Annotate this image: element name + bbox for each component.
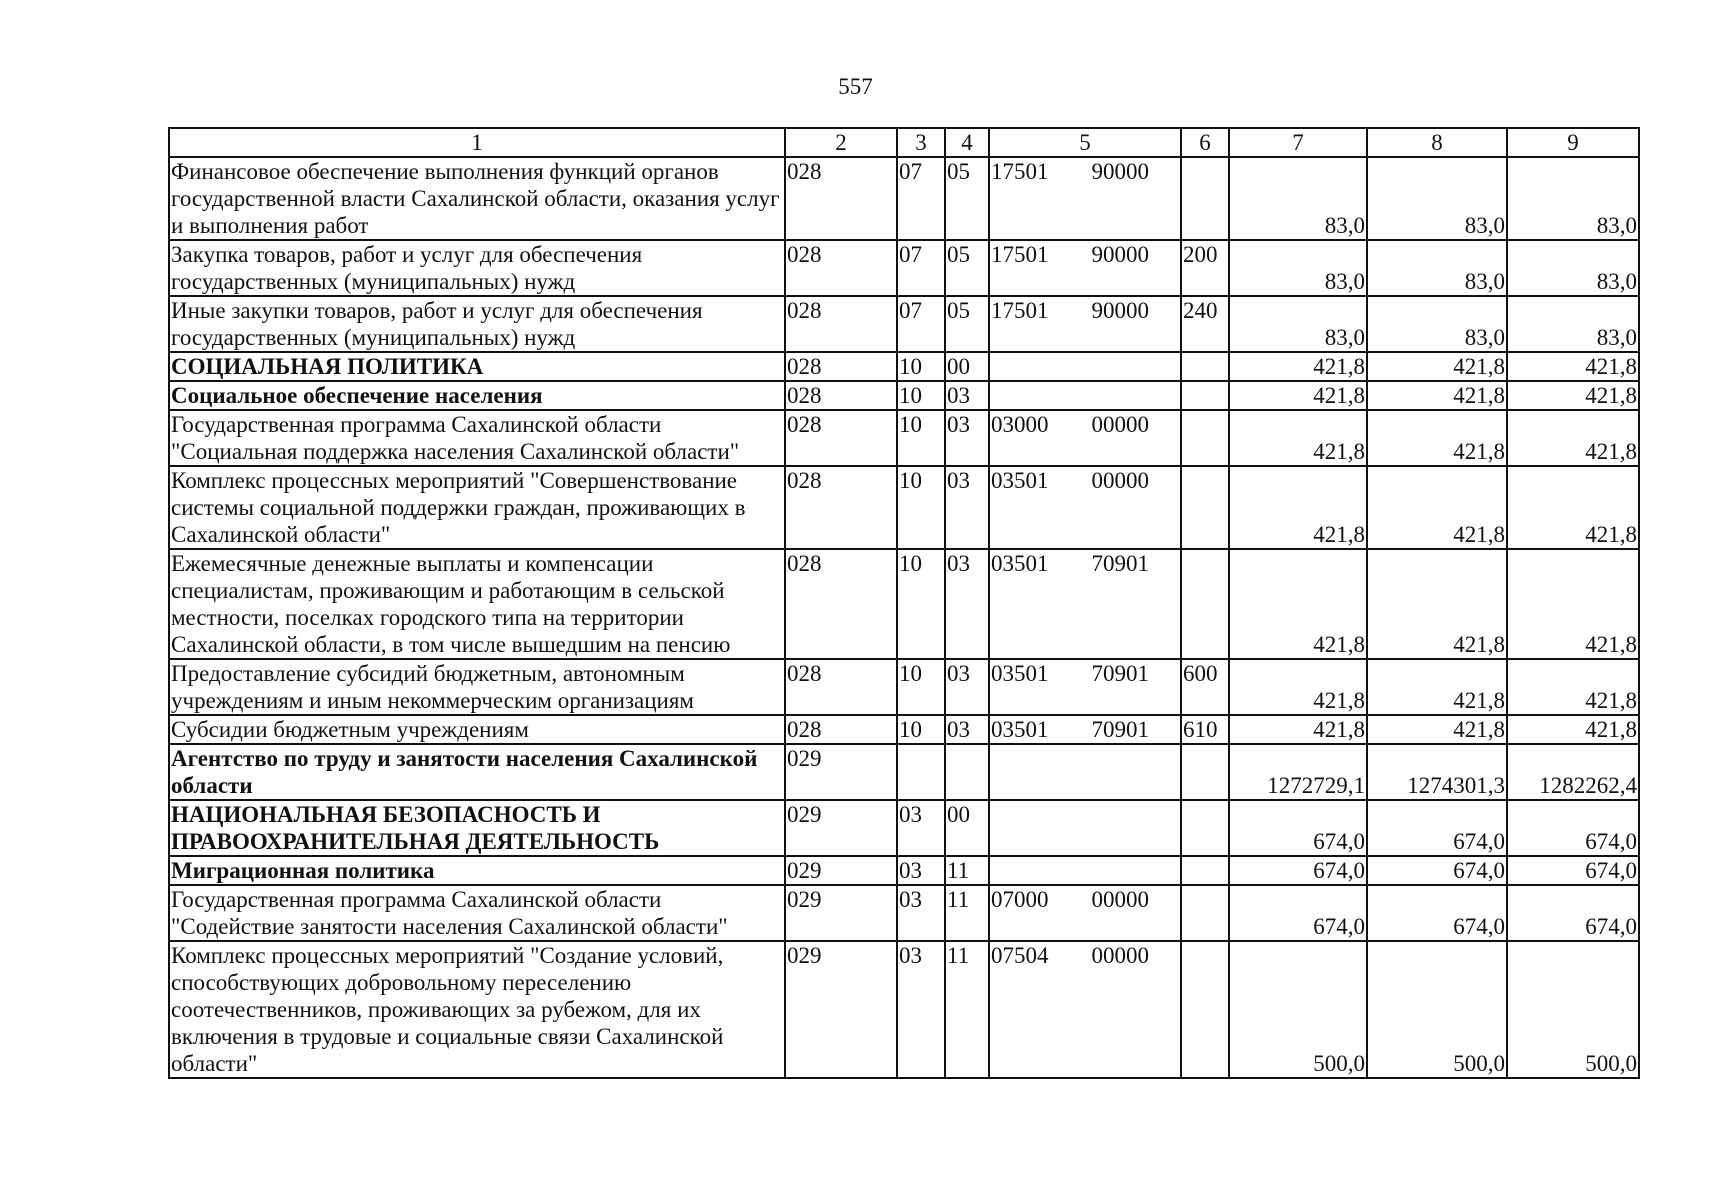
target-article-code	[989, 157, 1181, 240]
amount-col-7: 500,0	[1229, 941, 1367, 1078]
target-article-part-1: 03000	[991, 412, 1049, 437]
admin-code: 028	[785, 659, 897, 715]
section-code: 10	[897, 659, 945, 715]
table-row	[169, 659, 1639, 715]
section-code: 10	[897, 715, 945, 744]
table-row	[169, 240, 1639, 296]
target-article-code	[989, 549, 1181, 659]
header-row	[169, 128, 1639, 157]
section-code: 03	[897, 856, 945, 885]
table-row	[169, 466, 1639, 549]
table-row	[169, 410, 1639, 466]
amount-col-8: 421,8	[1367, 410, 1507, 466]
amount-col-8: 421,8	[1367, 715, 1507, 744]
expense-type-code	[1181, 856, 1229, 885]
target-article-part-2: 00000	[1091, 887, 1149, 912]
amount-col-8: 1274301,3	[1367, 744, 1507, 800]
header-cell: 6	[1181, 128, 1229, 157]
amount-col-9: 83,0	[1507, 240, 1639, 296]
target-article-part-1: 03501	[991, 661, 1049, 686]
target-article-part-2: 00000	[1091, 943, 1149, 968]
amount-col-8: 674,0	[1367, 800, 1507, 856]
amount-col-7: 1272729,1	[1229, 744, 1367, 800]
budget-table	[168, 127, 1640, 1079]
amount-col-7: 674,0	[1229, 856, 1367, 885]
table-row	[169, 885, 1639, 941]
expense-type-code	[1181, 800, 1229, 856]
admin-code: 028	[785, 352, 897, 381]
row-name: НАЦИОНАЛЬНАЯ БЕЗОПАСНОСТЬ И ПРАВООХРАНИТЕЛЬНАЯ ДЕЯТЕЛЬНОСТЬ	[169, 800, 785, 856]
table-row	[169, 715, 1639, 744]
amount-col-7: 83,0	[1229, 157, 1367, 240]
header-cell: 2	[785, 128, 897, 157]
section-code	[897, 744, 945, 800]
amount-col-8: 83,0	[1367, 296, 1507, 352]
target-article-code	[989, 715, 1181, 744]
section-code: 03	[897, 885, 945, 941]
target-article-part-1: 07504	[991, 943, 1049, 968]
amount-col-9: 674,0	[1507, 856, 1639, 885]
section-code: 10	[897, 549, 945, 659]
table-body	[169, 157, 1639, 1078]
target-article-code	[989, 410, 1181, 466]
target-article-code	[989, 466, 1181, 549]
subsection-code: 11	[945, 856, 989, 885]
row-name: Государственная программа Сахалинской области "Социальная поддержка населения Сахалинской области"	[169, 410, 785, 466]
target-article-code	[989, 744, 1181, 800]
amount-col-9: 83,0	[1507, 296, 1639, 352]
amount-col-7: 674,0	[1229, 885, 1367, 941]
amount-col-7: 83,0	[1229, 240, 1367, 296]
expense-type-code	[1181, 744, 1229, 800]
target-article-part-2: 70901	[1091, 717, 1149, 742]
subsection-code: 03	[945, 549, 989, 659]
row-name: Государственная программа Сахалинской области "Содействие занятости населения Сахалинской области"	[169, 885, 785, 941]
amount-col-9: 83,0	[1507, 157, 1639, 240]
section-code: 10	[897, 352, 945, 381]
section-code: 07	[897, 296, 945, 352]
section-code: 10	[897, 381, 945, 410]
row-name: Закупка товаров, работ и услуг для обеспечения государственных (муниципальных) нужд	[169, 240, 785, 296]
target-article-code	[989, 885, 1181, 941]
header-cell: 9	[1507, 128, 1639, 157]
section-code: 03	[897, 800, 945, 856]
table-row	[169, 744, 1639, 800]
expense-type-code	[1181, 466, 1229, 549]
target-article-part-1: 03501	[991, 717, 1049, 742]
amount-col-7: 421,8	[1229, 659, 1367, 715]
header-cell: 7	[1229, 128, 1367, 157]
amount-col-9: 421,8	[1507, 715, 1639, 744]
target-article-part-2: 90000	[1091, 298, 1149, 323]
amount-col-8: 500,0	[1367, 941, 1507, 1078]
amount-col-9: 421,8	[1507, 466, 1639, 549]
subsection-code: 05	[945, 240, 989, 296]
target-article-part-2: 70901	[1091, 661, 1149, 686]
amount-col-9: 421,8	[1507, 381, 1639, 410]
admin-code: 028	[785, 381, 897, 410]
target-article-part-1: 03501	[991, 468, 1049, 493]
target-article-part-1: 17501	[991, 242, 1049, 267]
subsection-code: 03	[945, 410, 989, 466]
admin-code: 029	[785, 885, 897, 941]
amount-col-7: 421,8	[1229, 549, 1367, 659]
table-row	[169, 800, 1639, 856]
expense-type-code	[1181, 941, 1229, 1078]
row-name: Комплекс процессных мероприятий "Создание условий, способствующих добровольному переселению соотечественников, проживающих за рубежом, для их включения в трудовые и социальные связи Сахалинской области"	[169, 941, 785, 1078]
row-name: Социальное обеспечение населения	[169, 381, 785, 410]
amount-col-9: 500,0	[1507, 941, 1639, 1078]
expense-type-code: 200	[1181, 240, 1229, 296]
header-cell: 8	[1367, 128, 1507, 157]
row-name: Субсидии бюджетным учреждениям	[169, 715, 785, 744]
amount-col-9: 421,8	[1507, 549, 1639, 659]
target-article-part-1: 17501	[991, 159, 1049, 184]
target-article-part-1: 03501	[991, 551, 1049, 576]
admin-code: 028	[785, 410, 897, 466]
row-name: Комплекс процессных мероприятий "Совершенствование системы социальной поддержки граждан, проживающих в Сахалинской области"	[169, 466, 785, 549]
header-cell: 5	[989, 128, 1181, 157]
amount-col-8: 83,0	[1367, 157, 1507, 240]
admin-code: 029	[785, 856, 897, 885]
target-article-code	[989, 296, 1181, 352]
amount-col-8: 421,8	[1367, 466, 1507, 549]
admin-code: 028	[785, 296, 897, 352]
admin-code: 028	[785, 715, 897, 744]
target-article-code	[989, 856, 1181, 885]
expense-type-code	[1181, 549, 1229, 659]
header-cell: 3	[897, 128, 945, 157]
amount-col-8: 421,8	[1367, 352, 1507, 381]
target-article-code	[989, 800, 1181, 856]
admin-code: 028	[785, 157, 897, 240]
admin-code: 028	[785, 549, 897, 659]
subsection-code: 05	[945, 157, 989, 240]
subsection-code: 03	[945, 466, 989, 549]
amount-col-9: 421,8	[1507, 352, 1639, 381]
target-article-code	[989, 659, 1181, 715]
subsection-code: 03	[945, 659, 989, 715]
amount-col-7: 421,8	[1229, 410, 1367, 466]
expense-type-code	[1181, 157, 1229, 240]
expense-type-code	[1181, 352, 1229, 381]
row-name: СОЦИАЛЬНАЯ ПОЛИТИКА	[169, 352, 785, 381]
section-code: 07	[897, 240, 945, 296]
amount-col-7: 83,0	[1229, 296, 1367, 352]
amount-col-8: 674,0	[1367, 856, 1507, 885]
amount-col-9: 674,0	[1507, 800, 1639, 856]
admin-code: 029	[785, 744, 897, 800]
amount-col-8: 674,0	[1367, 885, 1507, 941]
row-name: Агентство по труду и занятости населения Сахалинской области	[169, 744, 785, 800]
subsection-code: 05	[945, 296, 989, 352]
subsection-code: 11	[945, 941, 989, 1078]
amount-col-7: 421,8	[1229, 466, 1367, 549]
expense-type-code: 610	[1181, 715, 1229, 744]
admin-code: 029	[785, 800, 897, 856]
subsection-code: 03	[945, 715, 989, 744]
page-number: 557	[838, 74, 873, 99]
target-article-part-2: 90000	[1091, 242, 1149, 267]
header-cell: 4	[945, 128, 989, 157]
row-name: Иные закупки товаров, работ и услуг для обеспечения государственных (муниципальных) нужд	[169, 296, 785, 352]
table-row	[169, 856, 1639, 885]
table-row	[169, 157, 1639, 240]
row-name: Миграционная политика	[169, 856, 785, 885]
section-code: 10	[897, 466, 945, 549]
subsection-code: 11	[945, 885, 989, 941]
expense-type-code	[1181, 381, 1229, 410]
target-article-part-2: 70901	[1091, 551, 1149, 576]
table-row	[169, 941, 1639, 1078]
header-cell: 1	[169, 128, 785, 157]
amount-col-9: 421,8	[1507, 659, 1639, 715]
admin-code: 029	[785, 941, 897, 1078]
amount-col-9: 674,0	[1507, 885, 1639, 941]
target-article-code	[989, 240, 1181, 296]
amount-col-8: 421,8	[1367, 381, 1507, 410]
table-row	[169, 549, 1639, 659]
amount-col-9: 421,8	[1507, 410, 1639, 466]
amount-col-7: 421,8	[1229, 715, 1367, 744]
section-code: 03	[897, 941, 945, 1078]
target-article-part-2: 00000	[1091, 412, 1149, 437]
section-code: 07	[897, 157, 945, 240]
target-article-part-1: 07000	[991, 887, 1049, 912]
amount-col-7: 421,8	[1229, 381, 1367, 410]
subsection-code	[945, 744, 989, 800]
target-article-code	[989, 352, 1181, 381]
subsection-code: 00	[945, 800, 989, 856]
target-article-part-2: 90000	[1091, 159, 1149, 184]
amount-col-8: 421,8	[1367, 659, 1507, 715]
section-code: 10	[897, 410, 945, 466]
amount-col-7: 421,8	[1229, 352, 1367, 381]
target-article-code	[989, 381, 1181, 410]
target-article-part-1: 17501	[991, 298, 1049, 323]
expense-type-code: 240	[1181, 296, 1229, 352]
target-article-part-2: 00000	[1091, 468, 1149, 493]
target-article-code	[989, 941, 1181, 1078]
table-row	[169, 296, 1639, 352]
expense-type-code: 600	[1181, 659, 1229, 715]
row-name: Ежемесячные денежные выплаты и компенсации специалистам, проживающим и работающим в сельской местности, поселках городского типа на территории Сахалинской области, в том числе вышедшим на пенсию	[169, 549, 785, 659]
expense-type-code	[1181, 885, 1229, 941]
expense-type-code	[1181, 410, 1229, 466]
amount-col-7: 674,0	[1229, 800, 1367, 856]
row-name: Финансовое обеспечение выполнения функций органов государственной власти Сахалинской области, оказания услуг и выполнения работ	[169, 157, 785, 240]
row-name: Предоставление субсидий бюджетным, автономным учреждениям и иным некоммерческим организациям	[169, 659, 785, 715]
subsection-code: 00	[945, 352, 989, 381]
table-row	[169, 381, 1639, 410]
subsection-code: 03	[945, 381, 989, 410]
admin-code: 028	[785, 466, 897, 549]
table-row	[169, 352, 1639, 381]
amount-col-9: 1282262,4	[1507, 744, 1639, 800]
admin-code: 028	[785, 240, 897, 296]
amount-col-8: 421,8	[1367, 549, 1507, 659]
amount-col-8: 83,0	[1367, 240, 1507, 296]
